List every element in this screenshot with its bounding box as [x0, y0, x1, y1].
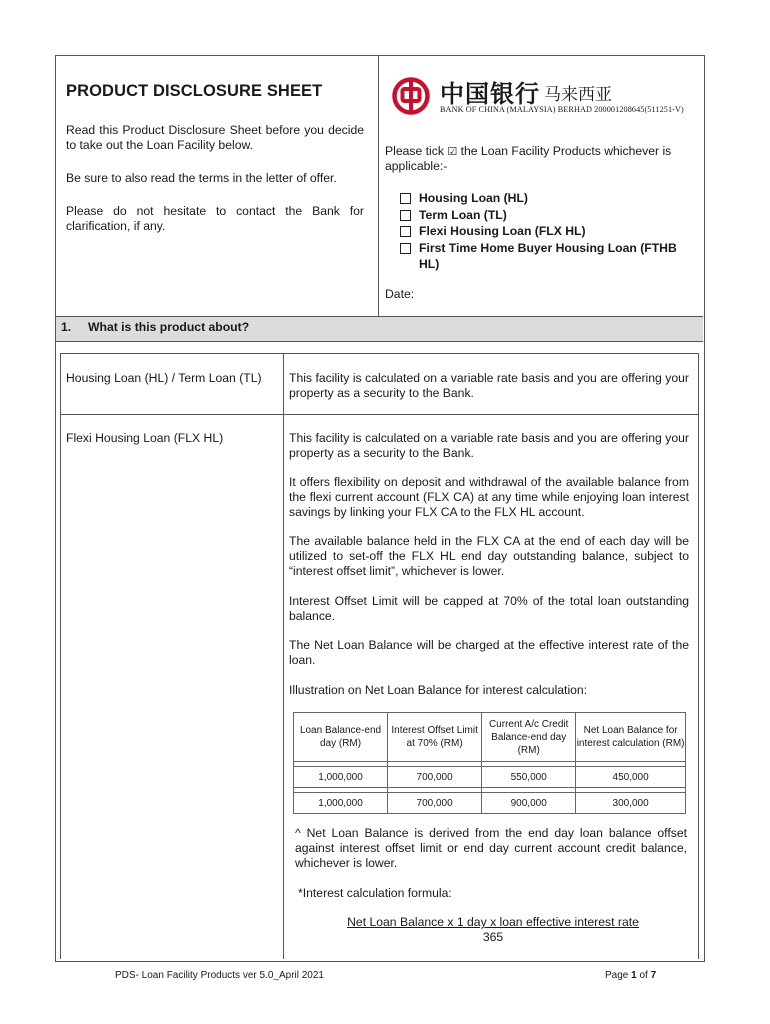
table-right-border: [698, 353, 699, 959]
option-label: Housing Loan (HL): [419, 191, 528, 205]
checkbox-icon[interactable]: [400, 226, 411, 237]
table-row: [294, 793, 686, 814]
header-divider: [378, 56, 379, 316]
option-flexi-housing-loan[interactable]: [400, 223, 586, 239]
page-title: PRODUCT DISCLOSURE SHEET: [66, 82, 323, 100]
illustration-header-cell: Loan Balance-end day (RM): [294, 713, 388, 762]
table-cell: 550,000: [482, 767, 576, 788]
intro-contact: Please do not hesitate to contact the Bank for clarification, if any.: [66, 204, 364, 233]
formula-numerator: Net Loan Balance x 1 day x loan effective interest rate: [347, 915, 639, 929]
checked-box-icon: ☑: [447, 145, 458, 158]
option-housing-loan[interactable]: [400, 190, 528, 206]
tick-prompt: [385, 144, 690, 174]
bank-name-chinese: 中国银行: [440, 79, 540, 108]
formula-label: *Interest calculation formula:: [298, 886, 452, 900]
illustration-header-cell: Net Loan Balance for interest calculation (RM): [576, 713, 686, 762]
table-top-border: [60, 353, 699, 354]
table-cell: 1,000,000: [294, 793, 388, 814]
illustration-header-cell: Current A/c Credit Balance-end day (RM): [482, 713, 576, 762]
table-cell: 450,000: [576, 767, 686, 788]
tick-prompt-after: the Loan Facility Products whichever is applicable:-: [385, 144, 672, 173]
table-row-divider: [60, 414, 699, 415]
flx-desc-paragraph: The Net Loan Balance will be charged at the effective interest rate of the loan.: [289, 638, 689, 667]
option-label: First Time Home Buyer Housing Loan (FTHB HL): [419, 241, 677, 271]
illustration-header-row: [294, 713, 686, 762]
section-number: 1.: [61, 320, 72, 334]
page-current: 1: [631, 970, 637, 981]
product-desc-hl-tl: This facility is calculated on a variable rate basis and you are offering your property as a security to the Bank.: [289, 371, 689, 400]
tick-prompt-before: Please tick: [385, 144, 444, 158]
product-label-hl-tl: Housing Loan (HL) / Term Loan (TL): [66, 371, 262, 385]
illustration-header-cell: Interest Offset Limit at 70% (RM): [388, 713, 482, 762]
flx-desc-paragraph: This facility is calculated on a variable rate basis and you are offering your property as a security to the Bank.: [289, 431, 689, 460]
table-cell: 700,000: [388, 793, 482, 814]
table-cell: 900,000: [482, 793, 576, 814]
option-term-loan[interactable]: [400, 207, 507, 223]
option-fthb-housing-loan[interactable]: [400, 240, 692, 272]
bank-logo-icon: [391, 76, 431, 116]
checkbox-icon[interactable]: [400, 243, 411, 254]
table-left-border: [60, 353, 61, 959]
table-column-divider: [283, 353, 284, 959]
intro-read: Read this Product Disclosure Sheet before you decide to take out the Loan Facility below.: [66, 123, 364, 152]
page-prefix: Page: [605, 970, 629, 981]
checkbox-icon[interactable]: [400, 210, 411, 221]
bank-name-english: BANK OF CHINA (MALAYSIA) BERHAD 200001208645(511251-V): [440, 105, 684, 114]
option-label: Term Loan (TL): [419, 208, 507, 222]
flx-desc-paragraph: Illustration on Net Loan Balance for interest calculation:: [289, 683, 588, 697]
intro-terms: Be sure to also read the terms in the letter of offer.: [66, 171, 337, 185]
page-number: [605, 970, 656, 981]
page-of: of: [639, 970, 648, 981]
formula-denominator: 365: [482, 930, 504, 944]
table-cell: 700,000: [388, 767, 482, 788]
net-loan-balance-note: ^ Net Loan Balance is derived from the end day loan balance offset against interest offset limit or end day current account credit balance, whichever is lower.: [295, 826, 687, 870]
table-cell: 1,000,000: [294, 767, 388, 788]
page-total: 7: [650, 970, 657, 981]
date-label: Date:: [385, 287, 415, 301]
flx-desc-paragraph: It offers flexibility on deposit and withdrawal of the available balance from the flexi current account (FLX CA) at any time while enjoying loan interest savings by linking your FLX CA to the FLX HL account.: [289, 475, 689, 519]
flx-desc-paragraph: The available balance held in the FLX CA at the end of each day will be utilized to set-off the FLX HL end day outstanding balance, subject to “interest offset limit”, whichever is lower.: [289, 534, 689, 578]
table-cell: 300,000: [576, 793, 686, 814]
footer-doc-version: PDS- Loan Facility Products ver 5.0_April 2021: [115, 970, 324, 981]
flx-desc-paragraph: Interest Offset Limit will be capped at 70% of the total loan outstanding balance.: [289, 594, 689, 623]
illustration-table: [293, 712, 686, 814]
option-label: Flexi Housing Loan (FLX HL): [419, 224, 586, 238]
checkbox-icon[interactable]: [400, 193, 411, 204]
table-row: [294, 767, 686, 788]
bank-name-chinese-malaysia: 马来西亚: [544, 85, 612, 105]
product-label-flx-hl: Flexi Housing Loan (FLX HL): [66, 431, 224, 445]
section-title: What is this product about?: [88, 320, 250, 334]
